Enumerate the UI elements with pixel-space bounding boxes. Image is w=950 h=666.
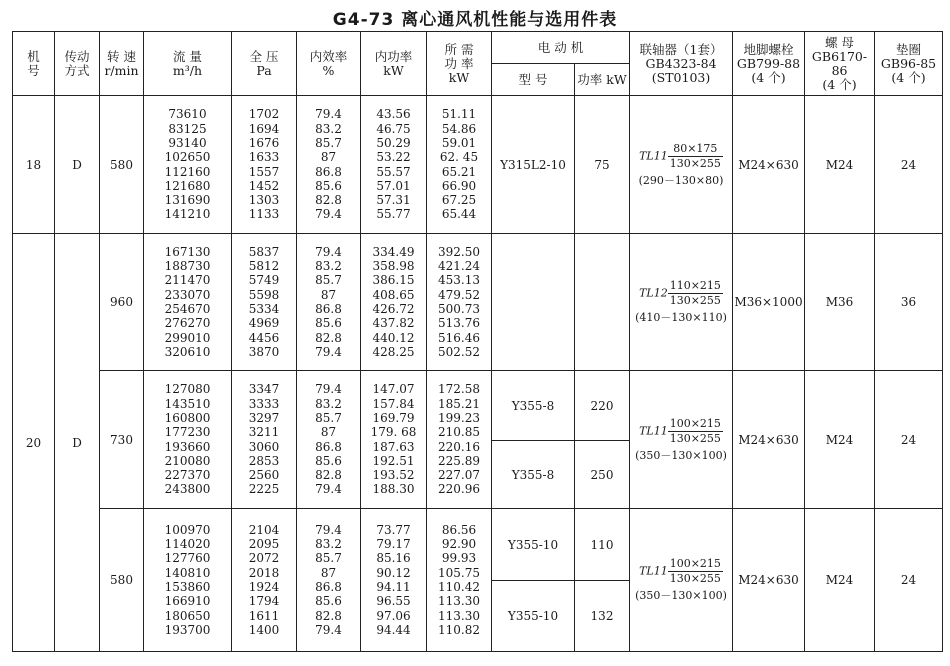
washer: 36 [875, 234, 943, 371]
efficiency-list: 79.4 83.2 85.7 87 86.8 85.6 82.8 79.4 [297, 96, 361, 234]
table-row [13, 234, 943, 371]
internal-power-list: 334.49 358.98 386.15 408.65 426.72 437.82 440.12 428.25 [361, 234, 427, 371]
nut: M24 [805, 96, 875, 234]
washer: 24 [875, 509, 943, 652]
pressure-list: 3347 3333 3297 3211 3060 2853 2560 2225 [232, 371, 297, 509]
nut: M24 [805, 371, 875, 509]
nut: M24 [805, 509, 875, 652]
motor-model: Y355-10 [492, 509, 575, 581]
motor-power: 132 [575, 581, 630, 652]
motor-power: 220 [575, 371, 630, 441]
header-efficiency: 内效率 % [297, 32, 361, 96]
pressure-list: 5837 5812 5749 5598 5334 4969 4456 3870 [232, 234, 297, 371]
anchor-bolt: M36×1000 [733, 234, 805, 371]
washer: 24 [875, 96, 943, 234]
flow-list: 127080 143510 160800 177230 193660 210080 227370 243800 [144, 371, 232, 509]
coupling-spec: TL12 $\frac{110\times 215}{130\times 255}$ (410－130×110) [630, 234, 733, 371]
anchor-bolt: M24×630 [733, 96, 805, 234]
motor-power: 250 [575, 441, 630, 509]
fan-spec-table [12, 31, 943, 652]
page-title: G4-73 离心通风机性能与选用件表 [332, 10, 618, 30]
anchor-bolt: M24×630 [733, 509, 805, 652]
pressure-list: 2104 2095 2072 2018 1924 1794 1611 1400 [232, 509, 297, 652]
required-power-list: 172.58 185.21 199.23 210.85 220.16 225.89 227.07 220.96 [427, 371, 492, 509]
machine-no: 20 [13, 234, 55, 652]
required-power-list: 86.56 92.90 99.93 105.75 110.42 113.30 113.30 110.82 [427, 509, 492, 652]
header-internal-power: 内功率 kW [361, 32, 427, 96]
header-drive: 传动 方式 [55, 32, 100, 96]
header-motor-power: 功率 kW [575, 64, 630, 96]
header-motor: 电 动 机 [492, 32, 630, 64]
header-coupling: 联轴器（1套） GB4323-84 (ST0103) [630, 32, 733, 96]
washer: 24 [875, 371, 943, 509]
motor-model: Y355-8 [492, 371, 575, 441]
header-nut: 螺 母 GB6170-86 (4 个) [805, 32, 875, 96]
nut: M36 [805, 234, 875, 371]
table-row [13, 371, 943, 441]
drive-type: D [55, 234, 100, 652]
motor-model: Y355-10 [492, 581, 575, 652]
efficiency-list: 79.4 83.2 85.7 87 86.8 85.6 82.8 79.4 [297, 371, 361, 509]
internal-power-list: 73.77 79.17 85.16 90.12 94.11 96.55 97.06 94.44 [361, 509, 427, 652]
speed: 580 [100, 509, 144, 652]
speed: 580 [100, 96, 144, 234]
flow-list: 73610 83125 93140 102650 112160 121680 131690 141210 [144, 96, 232, 234]
header-washer: 垫圈 GB96-85 (4 个) [875, 32, 943, 96]
internal-power-list: 43.56 46.75 50.29 53.22 55.57 57.01 57.31 55.77 [361, 96, 427, 234]
header-anchor-bolt: 地脚螺栓 GB799-88 (4 个) [733, 32, 805, 96]
motor-power-empty [575, 234, 630, 371]
speed: 730 [100, 371, 144, 509]
header-flow: 流 量 m³/h [144, 32, 232, 96]
coupling-spec: TL11 $\frac{80\times 175}{130\times 255}$ (290－130×80) [630, 96, 733, 234]
required-power-list: 51.11 54.86 59.01 62. 45 65.21 66.90 67.25 65.44 [427, 96, 492, 234]
required-power-list: 392.50 421.24 453.13 479.52 500.73 513.76 516.46 502.52 [427, 234, 492, 371]
efficiency-list: 79.4 83.2 85.7 87 86.8 85.6 82.8 79.4 [297, 234, 361, 371]
motor-model: Y315L2-10 [492, 96, 575, 234]
table-row [13, 96, 943, 234]
anchor-bolt: M24×630 [733, 371, 805, 509]
efficiency-list: 79.4 83.2 85.7 87 86.8 85.6 82.8 79.4 [297, 509, 361, 652]
header-machine-no: 机 号 [13, 32, 55, 96]
machine-no: 18 [13, 96, 55, 234]
coupling-spec: TL11 $\frac{100\times 215}{130\times 255}$ (350－130×100) [630, 371, 733, 509]
table-row [13, 509, 943, 581]
header-required-power: 所 需 功 率 kW [427, 32, 492, 96]
speed: 960 [100, 234, 144, 371]
flow-list: 167130 188730 211470 233070 254670 276270 299010 320610 [144, 234, 232, 371]
flow-list: 100970 114020 127760 140810 153860 166910 180650 193700 [144, 509, 232, 652]
coupling-spec: TL11 $\frac{100\times 215}{130\times 255}$ (350－130×100) [630, 509, 733, 652]
drive-type: D [55, 96, 100, 234]
internal-power-list: 147.07 157.84 169.79 179. 68 187.63 192.51 193.52 188.30 [361, 371, 427, 509]
motor-model-empty [492, 234, 575, 371]
header-speed: 转 速 r/min [100, 32, 144, 96]
motor-model: Y355-8 [492, 441, 575, 509]
header-pressure: 全 压 Pa [232, 32, 297, 96]
motor-power: 110 [575, 509, 630, 581]
header-motor-model: 型 号 [492, 64, 575, 96]
motor-power: 75 [575, 96, 630, 234]
pressure-list: 1702 1694 1676 1633 1557 1452 1303 1133 [232, 96, 297, 234]
